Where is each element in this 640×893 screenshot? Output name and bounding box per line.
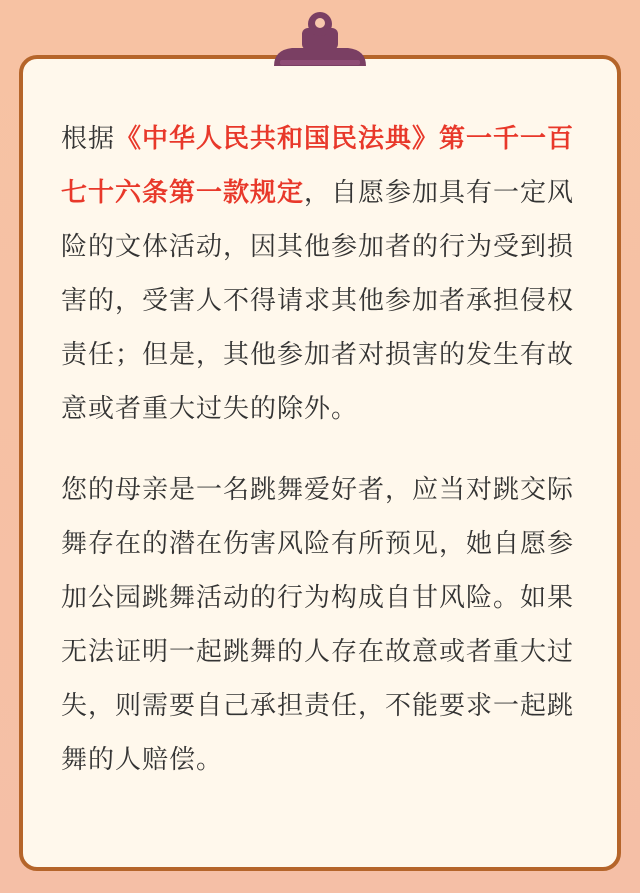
clipboard-clip-icon bbox=[270, 10, 370, 72]
law-reference: 《中华人民共和国民法典》第一千一百七十六条第一款规定 bbox=[61, 124, 575, 208]
paragraph-1-intro: 根据 bbox=[61, 124, 116, 154]
card-text bbox=[61, 112, 591, 787]
paragraph-2: 您的母亲是一名跳舞爱好者，应当对跳交际舞存在的潜在伤害风险有所预见，她自愿参加公园跳舞活动的行为构成自甘风险。如果无法证明一起跳舞的人存在故意或者重大过失，则需要自己承担责任，不能要求一起跳舞的人赔偿。 bbox=[61, 475, 575, 775]
paragraph-1-body: ，自愿参加具有一定风险的文体活动，因其他参加者的行为受到损害的，受害人不得请求其他参加者承担侵权责任；但是，其他参加者对损害的发生有故意或者重大过失的除外。 bbox=[61, 178, 575, 424]
paragraph-1 bbox=[61, 112, 591, 436]
